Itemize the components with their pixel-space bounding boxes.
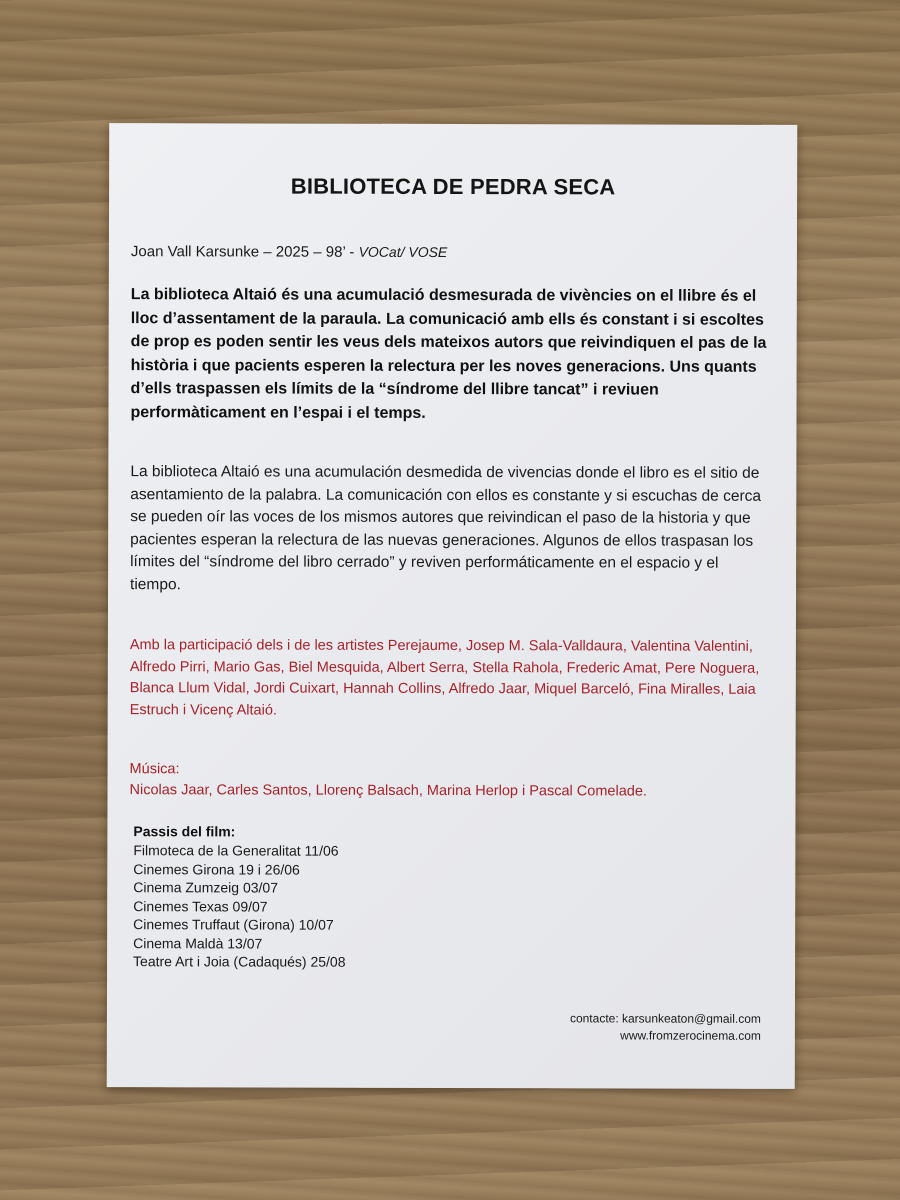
- credits-language-versions: VOCat/ VOSE: [358, 243, 448, 260]
- participants-list: Amb la participació dels i de les artistes Perejaume, Josep M. Sala-Valldaura, Valentina Valentini, Alfredo Pirri, Mario Gas, Biel Mesquida, Albert Serra, Stella Rahola, Frederic Amat, Pere Noguera, Blanca Llum Vidal, Jordi Cuixart, Hannah Collins, Alfredo Jaar, Miquel Barceló, Fina Miralles, Laia Estruch i Vicenç Altaió.: [129, 637, 760, 719]
- synopsis-catalan: La biblioteca Altaió és una acumulació desmesurada de vivències on el llibre és el lloc d’assentament de la paraula. La comunicació amb ells és constant i si escoltes de prop es poden sentir les veus dels mateixos autors que reivindiquen el pas de la història i que pacients esperen la relectura per les noves generacions. Uns quants d’ells traspassen els límits de la “síndrome del llibre tancat” i reviuen performàticament en l’espai i el temps.: [130, 286, 767, 422]
- website: www.fromzerocinema.com: [620, 1028, 761, 1043]
- flyer-card: [107, 123, 798, 1089]
- film-credits: [131, 243, 447, 261]
- music-names: Nicolas Jaar, Carles Santos, Llorenç Balsach, Marina Herlop i Pascal Comelade.: [129, 782, 647, 800]
- screening-item: Cinemes Girona 19 i 26/06: [133, 860, 300, 878]
- contact-block: [570, 1010, 761, 1044]
- screening-item: Cinema Maldà 13/07: [133, 934, 263, 952]
- screenings-title: Passis del film:: [133, 823, 236, 840]
- screenings-list: [133, 841, 346, 971]
- screening-item: Cinemes Truffaut (Girona) 10/07: [133, 916, 334, 933]
- synopsis-spanish: La biblioteca Altaió es una acumulación desmedida de vivencias donde el libro es el sitio de asentamiento de la palabra. La comunicación con ellos es constante y si escuchas de cerca se pueden oír las voces de los mismos autores que reivindican el paso de la historia y que pacientes esperan la relectura de las nuevas generaciones. Algunos de ellos traspasan los límites del “síndrome del libro cerrado” y reviven performáticamente en el espacio y el tiempo.: [130, 463, 762, 593]
- music-label: Música:: [129, 761, 180, 778]
- screening-item: Filmoteca de la Generalitat 11/06: [133, 842, 339, 859]
- contact-email: contacte: karsunkeaton@gmail.com: [569, 1011, 761, 1026]
- screening-item: Teatre Art i Joia (Cadaqués) 25/08: [133, 953, 346, 970]
- screening-item: Cinemes Texas 09/07: [133, 897, 268, 915]
- screening-item: Cinema Zumzeig 03/07: [133, 879, 279, 896]
- credits-director-year-runtime: Joan Vall Karsunke – 2025 – 98’ -: [130, 243, 355, 261]
- film-title: BIBLIOTECA DE PEDRA SECA: [290, 173, 616, 200]
